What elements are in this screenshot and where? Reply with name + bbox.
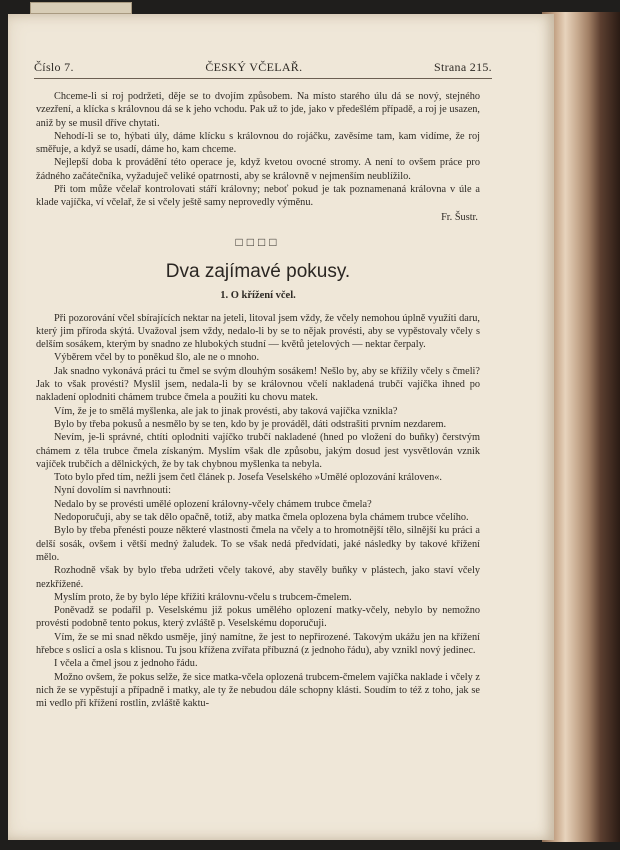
paragraph: Při pozorování včel sbírajících nektar na jeteli, litoval jsem vždy, že včely nemohou úplně využíti daru, který jim příroda skýtá. Uvažoval jsem vždy, nedalo-li by se to nějak provésti, aby se vypěstovaly včely s delším sosákem, kterým by snadno ze hlubokých studní — květů jetelových — nektar čerpaly. bbox=[36, 312, 480, 351]
paragraph: Myslím proto, že by bylo lépe křížiti královnu-včelu s trubcem-čmelem. bbox=[54, 591, 352, 603]
paragraph: Nyní dovolím si navrhnouti: bbox=[54, 485, 171, 497]
paragraph: I včela a čmel jsou z jednoho řádu. bbox=[54, 658, 198, 670]
issue-number: Číslo 7. bbox=[34, 60, 74, 74]
page bbox=[8, 14, 554, 840]
paragraph: Nevím, je-li správné, chtíti oplodniti vajíčko trubčí nakladené (hned po vložení do buňky) čerstvým chámem z těla trubce čmela získaným. Myslím však dle způsobu, jakým dosud jest vysvětlován vznik vajíček trubčích a dělnických, že by tak chybnou myšlenka ta nebyla. bbox=[36, 432, 480, 470]
paragraph: Vím, že je to smělá myšlenka, ale jak to jinak provésti, aby taková vajíčka vznikla? bbox=[54, 405, 398, 417]
page-body bbox=[36, 90, 480, 710]
article-title: Dva zajímavé pokusy. bbox=[165, 261, 351, 283]
paragraph: Možno ovšem, že pokus selže, že sice matka-včela oplozená trubcem-čmelem vajíčka naklade i včely z nich že se vypěstují a případně i matky, ale ty že nebudou dále schopny klásti. Soudím to též z toho, jak se mi vedlo při křížení rostlin, zvláště kaktu- bbox=[36, 671, 480, 710]
running-header bbox=[34, 60, 492, 75]
paragraph: Nejlepší doba k provádění této operace je, když kvetou ovocné stromy. A není to ovšem práce pro žádného začátečníka, vyžaduječ veliké opatrnosti, aby se královně v nejmenším neublížilo. bbox=[36, 157, 480, 182]
paragraph: Chceme-li si roj podržeti, děje se to dvojím způsobem. Na místo starého úlu dá se nový, stejného vzezření, a klícka s královnou dá se k jeho vchodu. Pak už to jde, jako v předešlém případě, a roj je usazen, aniž by se musil dříve chytati. bbox=[36, 91, 480, 129]
paragraph: Bylo by třeba přenésti pouze některé vlastnosti čmela na včely a to hromotnější tělo, silnější ku práci a delší sosák, ovšem i větší medný žaludek. To se však nedá předvídati, jaké následky by takové křížení mělo. bbox=[36, 525, 480, 563]
paragraph: Nehodí-li se to, hýbati úly, dáme klícku s královnou do rojáčku, zavěsíme tam, kam vidíme, že roj směřuje, a když se usadí, dáme ho, kam chceme. bbox=[36, 130, 480, 156]
author-signature: Fr. Šustr. bbox=[441, 211, 478, 223]
header-rule bbox=[34, 78, 492, 79]
section-separator: □□□□ bbox=[235, 234, 281, 249]
paragraph: Výběrem včel by to poněkud šlo, ale ne o mnoho. bbox=[54, 352, 260, 364]
paragraph: Poněvadž se podařil p. Veselskému již pokus umělého oplození matky-včely, nebylo by nemožno provésti podobně tento pokus, který zvláště p. Veselskému doporučuji. bbox=[36, 605, 480, 630]
article-subtitle: 1. O křížení včel. bbox=[220, 290, 296, 302]
paragraph: Jak snadno vykonává práci tu čmel se svým dlouhým sosákem! Nešlo by, aby se křížily včely s čmeli? Jak to však provésti? Myslil jsem, nedala-li by se královnou včelí nakladená trubčí vajíčka ihned po nakladení oplodniti chámem trubce čmela a použiti ku chovu matek. bbox=[36, 365, 480, 404]
page-number: Strana 215. bbox=[434, 60, 492, 74]
paragraph: Toto bylo před tím, nežli jsem četl článek p. Josefa Veselského »Umělé oplozování královen«. bbox=[54, 472, 442, 484]
binding-tab bbox=[30, 2, 132, 14]
journal-title: ČESKÝ VČELAŘ. bbox=[205, 60, 303, 74]
paragraph: Při tom může včelař kontrolovati stáří královny; neboť pokud je tak poznamenaná královna v úle a klade vajíčka, ví včelař, že si včely ještě samy neprovedly výměnu. bbox=[36, 184, 480, 209]
paragraph: Nedoporučuji, aby se tak dělo opačně, totiž, aby matka čmela oplozena byla chámem trubce včelího. bbox=[54, 512, 469, 524]
paragraph: Rozhodně však by bylo třeba udržeti včely takové, aby stavěly buňky v plástech, jako staví včely nezkřížené. bbox=[36, 565, 480, 590]
paragraph: Nedalo by se provésti umělé oplození královny-včely chámem trubce čmela? bbox=[54, 498, 372, 510]
paragraph: Bylo by třeba pokusů a nesmělo by se ten, kdo by je prováděl, dáti odstrašiti prvním nezdarem. bbox=[54, 418, 447, 430]
paragraph: Vím, že se mi snad někdo usměje, jiný namítne, že jest to nepřirozené. Takovým ukážu jen na křížení hřebce s oslicí a osla s klisnou. Tu jsou křížena zvířata příbuzná (z jednoho řádu), aby vznikl nový jedinec. bbox=[36, 631, 480, 656]
